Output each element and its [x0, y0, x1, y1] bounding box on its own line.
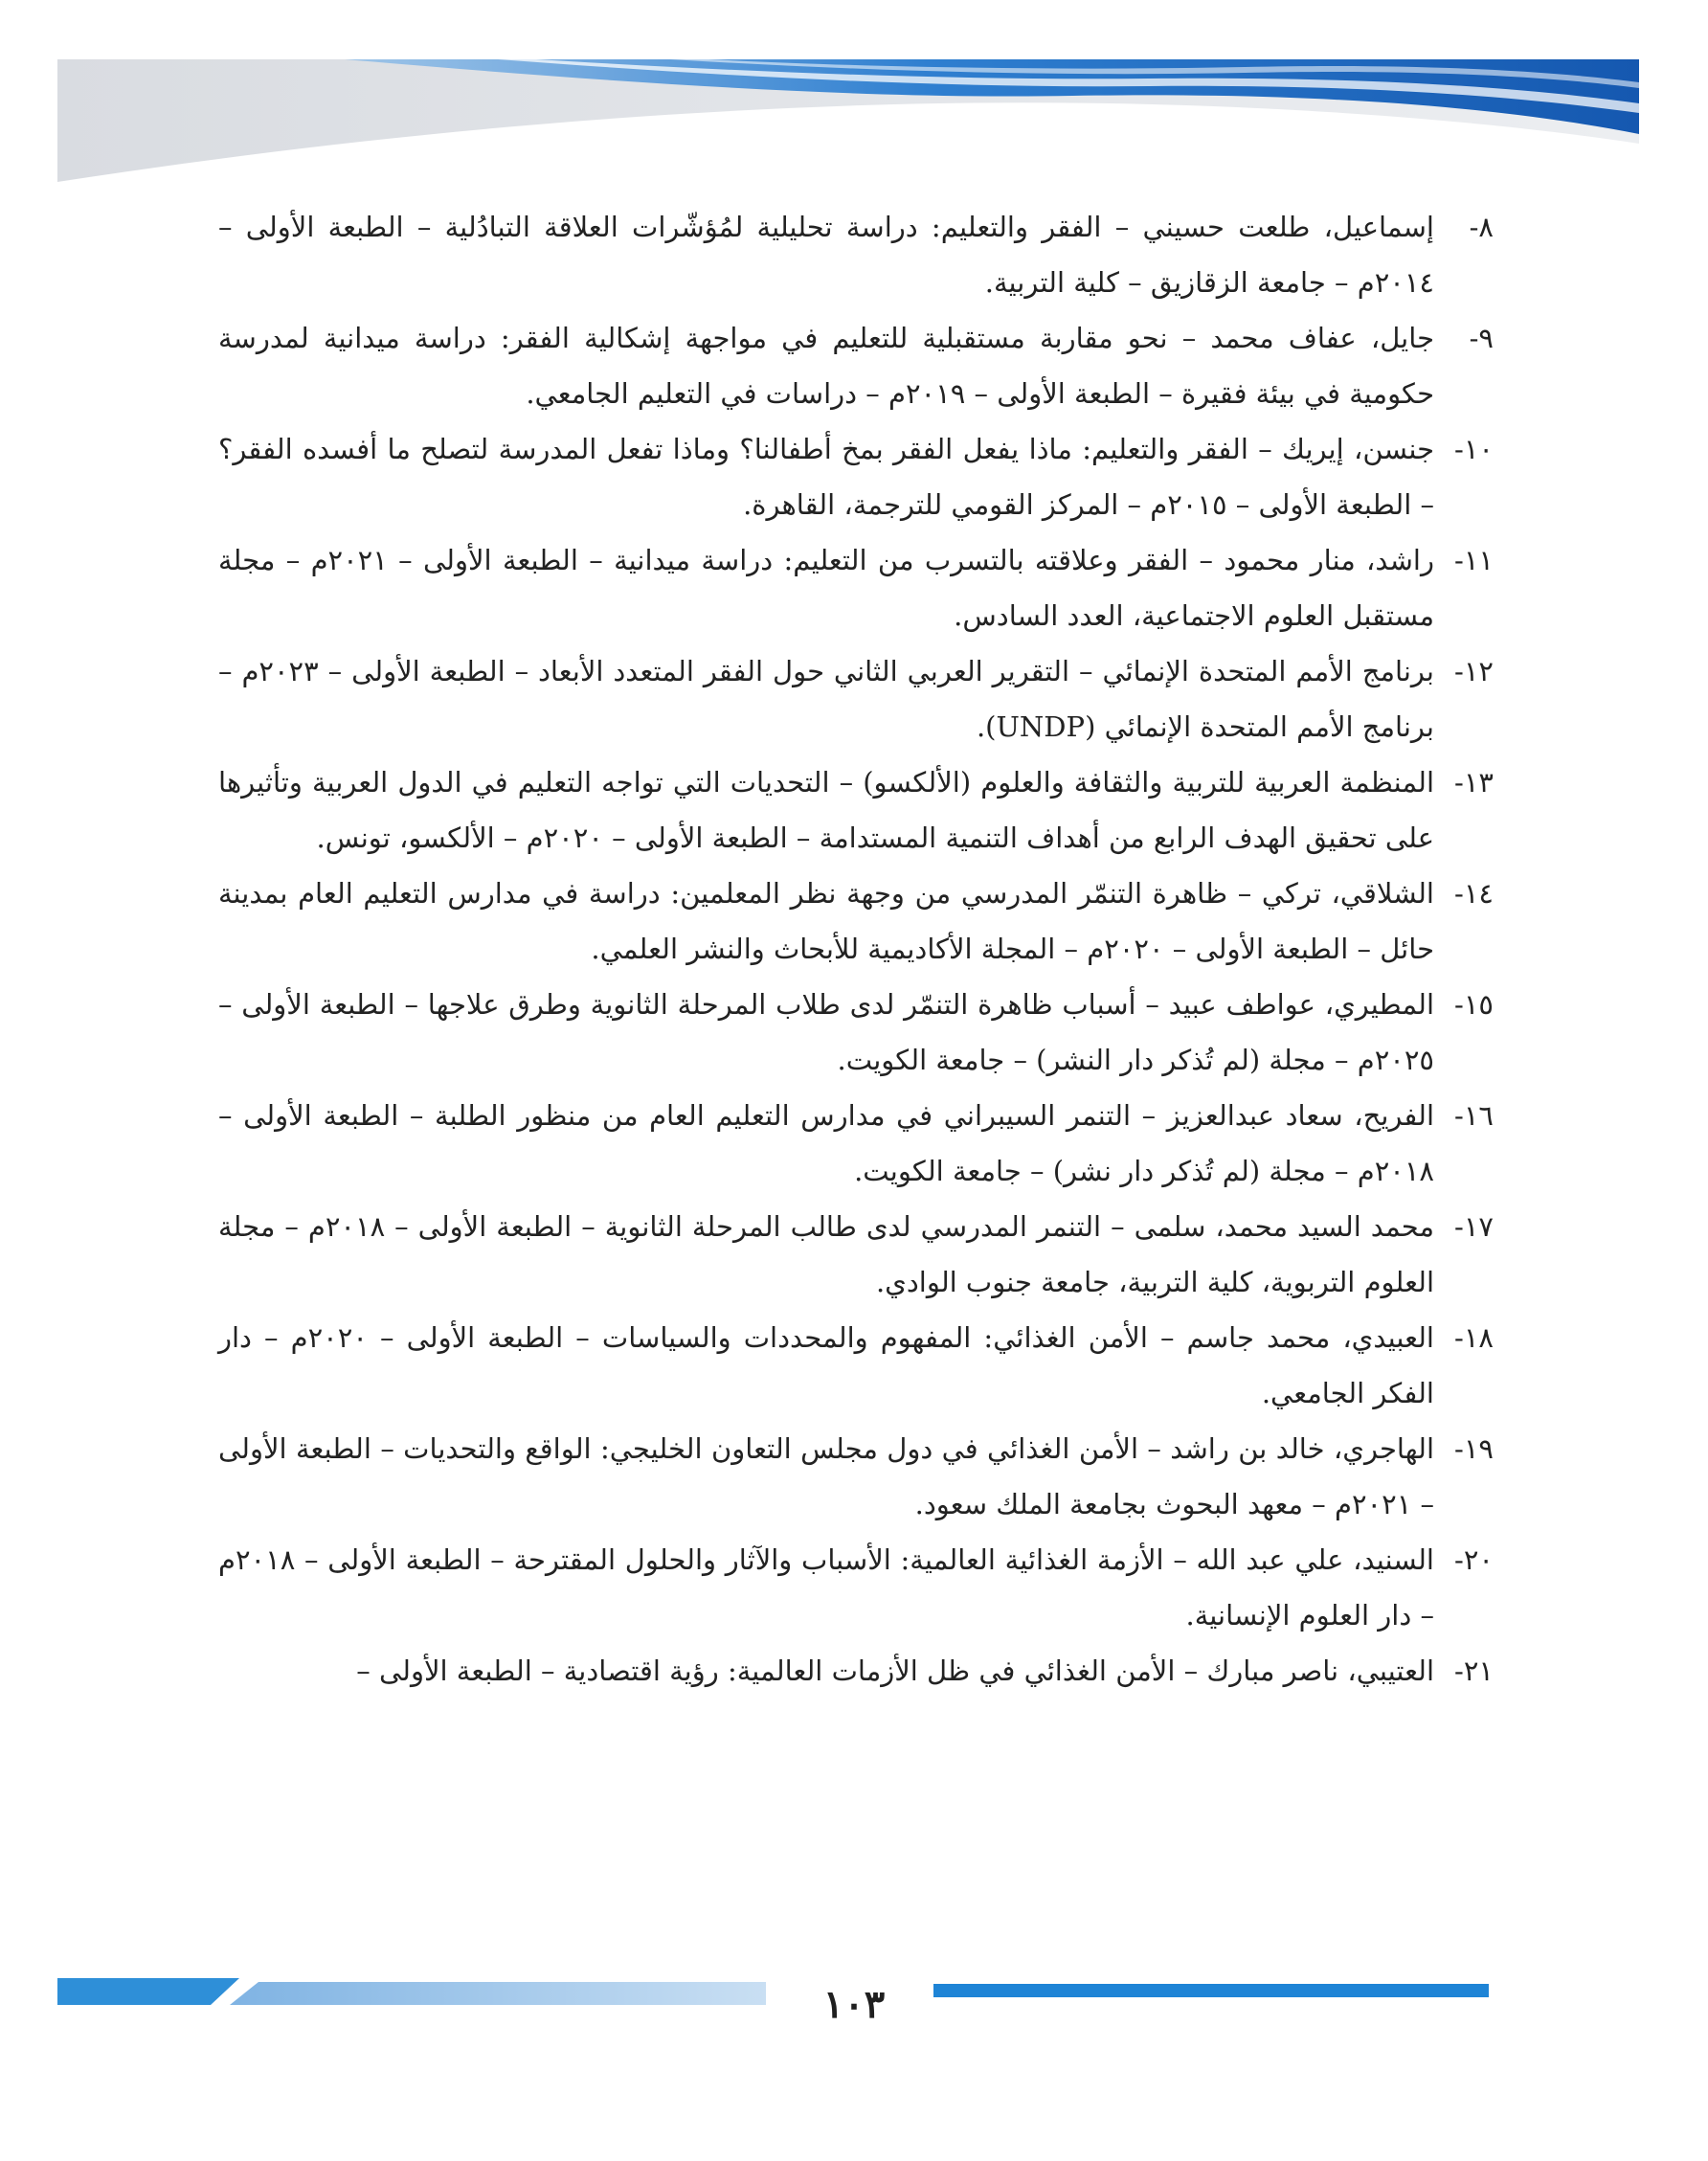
reference-text: الهاجري، خالد بن راشد – الأمن الغذائي في دول مجلس التعاون الخليجي: الواقع والتحديات – الطبعة الأولى – ٢٠٢١م – معهد البحوث بجامعة الملك سعود. — [218, 1432, 1434, 1520]
reference-text: إسماعيل، طلعت حسيني – الفقر والتعليم: دراسة تحليلية لمُؤشّرات العلاقة التبادُلية – الطبعة الأولى – ٢٠١٤م – جامعة الزقازيق – كلية التربية. — [218, 211, 1434, 299]
reference-number: ٩- — [1469, 322, 1494, 354]
reference-number: ١٨- — [1454, 1321, 1494, 1354]
reference-item — [218, 754, 1494, 866]
reference-number: ١٥- — [1454, 988, 1494, 1021]
reference-text: محمد السيد محمد، سلمى – التنمر المدرسي لدى طالب المرحلة الثانوية – الطبعة الأولى – ٢٠١٨م – مجلة العلوم التربوية، كلية التربية، جامعة جنوب الوادي. — [218, 1210, 1434, 1298]
reference-item — [218, 1421, 1494, 1532]
reference-number: ١١- — [1454, 544, 1494, 576]
reference-number: ١٦- — [1454, 1099, 1494, 1132]
reference-text: جايل، عفاف محمد – نحو مقاربة مستقبلية للتعليم في مواجهة إشكالية الفقر: دراسة ميدانية لمدرسة حكومية في بيئة فقيرة – الطبعة الأولى – ٢٠١٩م – دراسات في التعليم الجامعي. — [218, 322, 1434, 410]
reference-number: ١٧- — [1454, 1210, 1494, 1243]
reference-item — [218, 532, 1494, 643]
reference-text: الشلاقي، تركي – ظاهرة التنمّر المدرسي من وجهة نظر المعلمين: دراسة في مدارس التعليم العام بمدينة حائل – الطبعة الأولى – ٢٠٢٠م – المجلة الأكاديمية للأبحاث والنشر العلمي. — [218, 877, 1434, 965]
references-list — [218, 199, 1494, 1699]
reference-item — [218, 421, 1494, 532]
reference-number: ١٢- — [1454, 655, 1494, 687]
reference-text: جنسن، إيريك – الفقر والتعليم: ماذا يفعل الفقر بمخ أطفالنا؟ وماذا تفعل المدرسة لتصلح ما أفسده الفقر؟ – الطبعة الأولى – ٢٠١٥م – المركز القومي للترجمة، القاهرة. — [218, 433, 1434, 521]
reference-item — [218, 1310, 1494, 1421]
page-number: ١٠٣ — [822, 1982, 886, 2027]
reference-text: السنيد، علي عبد الله – الأزمة الغذائية العالمية: الأسباب والآثار والحلول المقترحة – الطبعة الأولى – ٢٠١٨م – دار العلوم الإنسانية. — [218, 1543, 1434, 1632]
reference-item — [218, 1088, 1494, 1199]
reference-item — [218, 1532, 1494, 1643]
reference-text: برنامج الأمم المتحدة الإنمائي – التقرير العربي الثاني حول الفقر المتعدد الأبعاد – الطبعة الأولى – ٢٠٢٣م – برنامج الأمم المتحدة الإنمائي (UNDP). — [218, 655, 1434, 743]
reference-item — [218, 310, 1494, 421]
reference-text: المنظمة العربية للتربية والثقافة والعلوم (الألكسو) – التحديات التي تواجه التعليم في الدول العربية وتأثيرها على تحقيق الهدف الرابع من أهداف التنمية المستدامة – الطبعة الأولى – ٢٠٢٠م – الألكسو، تونس. — [218, 766, 1434, 854]
reference-number: ١٠- — [1454, 433, 1494, 465]
reference-number: ١٣- — [1454, 766, 1494, 799]
reference-item — [218, 1199, 1494, 1310]
reference-number: ٢١- — [1454, 1655, 1494, 1687]
reference-number: ١٤- — [1454, 877, 1494, 910]
reference-item — [218, 199, 1494, 310]
reference-text: العتيبي، ناصر مبارك – الأمن الغذائي في ظل الأزمات العالمية: رؤية اقتصادية – الطبعة الأولى – — [356, 1655, 1434, 1687]
reference-text: الفريح، سعاد عبدالعزيز – التنمر السيبراني في مدارس التعليم العام من منظور الطلبة – الطبعة الأولى – ٢٠١٨م – مجلة (لم تُذكر دار نشر) – جامعة الكويت. — [218, 1099, 1434, 1187]
reference-text: راشد، منار محمود – الفقر وعلاقته بالتسرب من التعليم: دراسة ميدانية – الطبعة الأولى – ٢٠٢١م – مجلة مستقبل العلوم الاجتماعية، العدد السادس. — [218, 544, 1434, 632]
reference-number: ١٩- — [1454, 1432, 1494, 1465]
reference-text: المطيري، عواطف عبيد – أسباب ظاهرة التنمّر لدى طلاب المرحلة الثانوية وطرق علاجها – الطبعة الأولى – ٢٠٢٥م – مجلة (لم تُذكر دار النشر) – جامعة الكويت. — [218, 988, 1434, 1076]
reference-number: ٨- — [1469, 211, 1494, 243]
header-wave-decoration — [0, 0, 1708, 191]
reference-item — [218, 866, 1494, 977]
reference-text: العبيدي، محمد جاسم – الأمن الغذائي: المفهوم والمحددات والسياسات – الطبعة الأولى – ٢٠٢٠م – دار الفكر الجامعي. — [218, 1321, 1434, 1409]
reference-item — [218, 977, 1494, 1088]
reference-item — [218, 643, 1494, 754]
reference-number: ٢٠- — [1454, 1543, 1494, 1576]
reference-item — [218, 1643, 1494, 1699]
